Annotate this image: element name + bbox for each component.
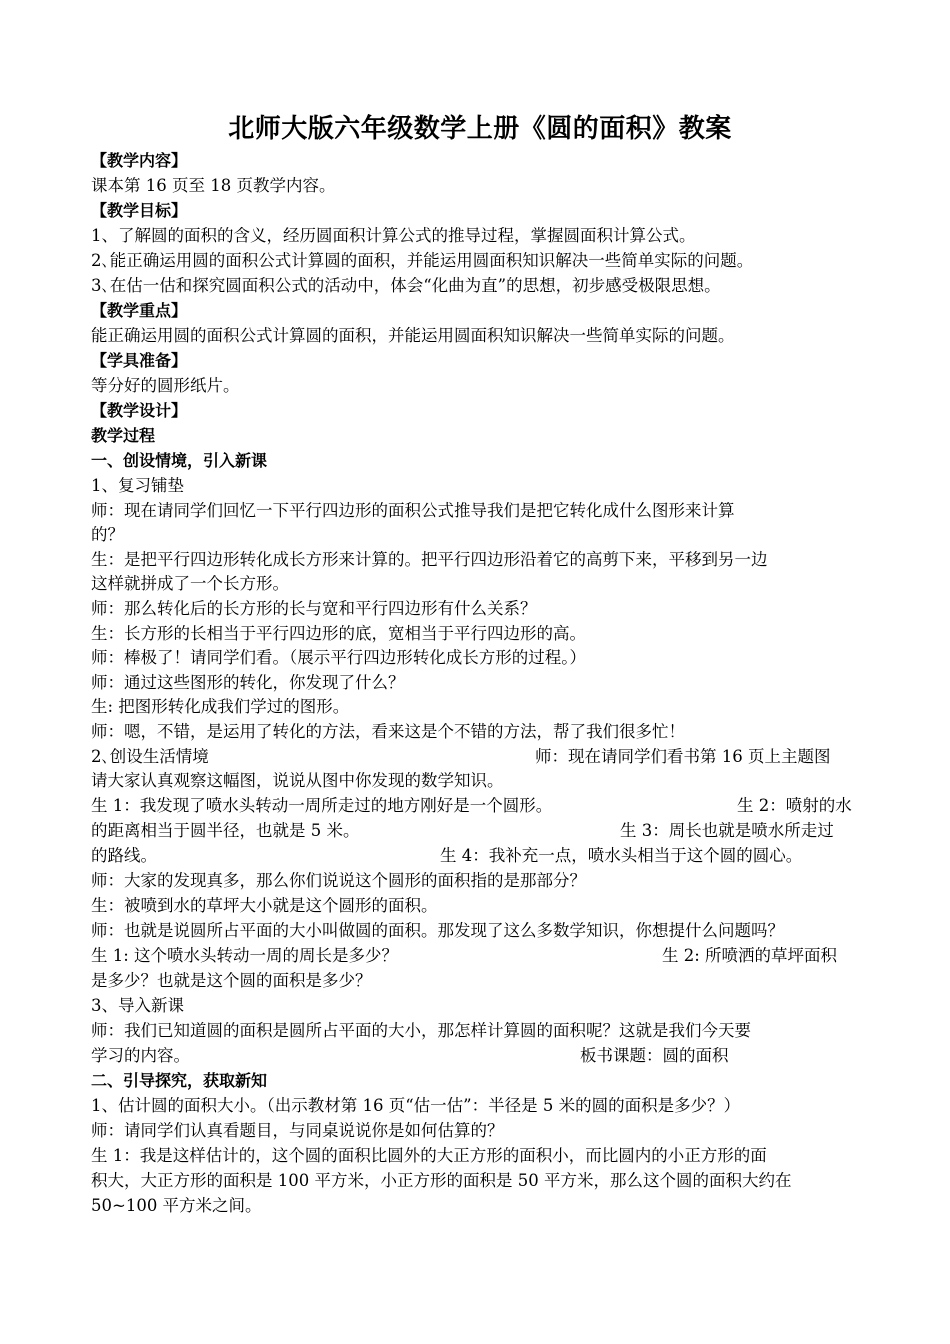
dialogue-line: 生：被喷到水的草坪大小就是这个圆形的面积。 [91, 896, 438, 915]
split-right: 生 2: 所喷洒的草坪面积 [662, 946, 838, 965]
dialogue-line: 生：是把平行四边形转化成长方形来计算的。把平行四边形沿着它的高剪下来，平移到另一边 [91, 550, 768, 569]
heading-materials: 【学具准备】 [91, 351, 188, 370]
dialogue-line: 50~100 平方米之间。 [91, 1196, 262, 1215]
dialogue-line: 生: 把图形转化成我们学过的图形。 [91, 697, 350, 716]
split-right: 生 3：周长也就是喷水所走过 [620, 821, 834, 840]
document-title: 北师大版六年级数学上册《圆的面积》教案 [228, 114, 732, 144]
dialogue-line: 是多少？也就是这个圆的面积是多少？ [91, 971, 372, 990]
dialogue-line: 师：请同学们认真看题目，与同桌说说你是如何估算的？ [91, 1121, 504, 1140]
split-left: 生 1: 这个喷水头转动一周的周长是多少？ [91, 946, 399, 965]
split-right: 板书课题：圆的面积 [580, 1046, 729, 1065]
dialogue-line: 师：也就是说圆所占平面的大小叫做圆的面积。那发现了这么多数学知识，你想提什么问题吗？ [91, 921, 784, 940]
subheading-review: 1、复习铺垫 [91, 476, 184, 495]
split-left: 的距离相当于圆半径，也就是 5 米。 [91, 821, 360, 840]
dialogue-line: 师：大家的发现真多，那么你们说说这个圆形的面积指的是那部分？ [91, 871, 586, 890]
subheading-estimate: 1、估计圆的面积大小。（出示教材第 16 页“估一估”：半径是 5 米的圆的面积是多少？） [91, 1096, 741, 1115]
dialogue-line: 这样就拼成了一个长方形。 [91, 574, 289, 593]
goal-item: 1、了解圆的面积的含义，经历圆面积计算公式的推导过程，掌握圆面积计算公式。 [91, 226, 696, 245]
teaching-content-text: 课本第 16 页至 18 页教学内容。 [91, 176, 336, 195]
dialogue-line: 师：我们已知道圆的面积是圆所占平面的大小，那怎样计算圆的面积呢？这就是我们今天要 [91, 1021, 751, 1040]
dialogue-line: 的？ [91, 525, 124, 544]
heading-part-one: 一、创设情境，引入新课 [91, 451, 268, 470]
split-left: 学习的内容。 [91, 1046, 190, 1065]
dialogue-line: 师：棒极了！请同学们看。（展示平行四边形转化成长方形的过程。） [91, 648, 586, 667]
dialogue-line: 师：那么转化后的长方形的长与宽和平行四边形有什么关系？ [91, 599, 537, 618]
dialogue-line: 生：长方形的长相当于平行四边形的底，宽相当于平行四边形的高。 [91, 624, 586, 643]
heading-teaching-design: 【教学设计】 [91, 401, 188, 420]
dialogue-line: 积大，大正方形的面积是 100 平方米，小正方形的面积是 50 平方米，那么这个圆的面积大约在 [91, 1171, 792, 1190]
dialogue-line: 师：嗯，不错，是运用了转化的方法，看来这是个不错的方法，帮了我们很多忙！ [91, 722, 685, 741]
heading-teaching-content: 【教学内容】 [91, 151, 188, 170]
materials-text: 等分好的圆形纸片。 [91, 376, 240, 395]
split-left: 请大家认真观察这幅图，说说从图中你发现的数学知识。 [91, 771, 504, 790]
subheading-intro: 3、导入新课 [91, 996, 184, 1015]
heading-teaching-process: 教学过程 [91, 426, 156, 445]
split-left: 的路线。 [91, 846, 157, 865]
heading-key-points: 【教学重点】 [91, 301, 188, 320]
heading-part-two: 二、引导探究，获取新知 [91, 1071, 268, 1090]
split-right: 师：现在请同学们看书第 16 页上主题图 [535, 747, 831, 766]
goal-item: 3､在估一估和探究圆面积公式的活动中，体会“化曲为直”的思想，初步感受极限思想。 [91, 276, 721, 295]
goal-item: 2､能正确运用圆的面积公式计算圆的面积，并能运用圆面积知识解决一些简单实际的问题。 [91, 251, 754, 270]
split-left: 2､创设生活情境 [91, 747, 209, 766]
dialogue-line: 师：通过这些图形的转化，你发现了什么？ [91, 673, 405, 692]
split-right: 生 4：我补充一点，喷水头相当于这个圆的圆心。 [440, 846, 803, 865]
dialogue-line: 师：现在请同学们回忆一下平行四边形的面积公式推导我们是把它转化成什么图形来计算 [91, 501, 735, 520]
heading-teaching-goals: 【教学目标】 [91, 201, 188, 220]
dialogue-line: 生 1：我是这样估计的，这个圆的面积比圆外的大正方形的面积小，而比圆内的小正方形的面 [91, 1146, 767, 1165]
split-right: 生 2：喷射的水 [737, 796, 852, 815]
split-left: 生 1：我发现了喷水头转动一周所走过的地方刚好是一个圆形。 [91, 796, 553, 815]
key-points-text: 能正确运用圆的面积公式计算圆的面积，并能运用圆面积知识解决一些简单实际的问题。 [91, 326, 735, 345]
